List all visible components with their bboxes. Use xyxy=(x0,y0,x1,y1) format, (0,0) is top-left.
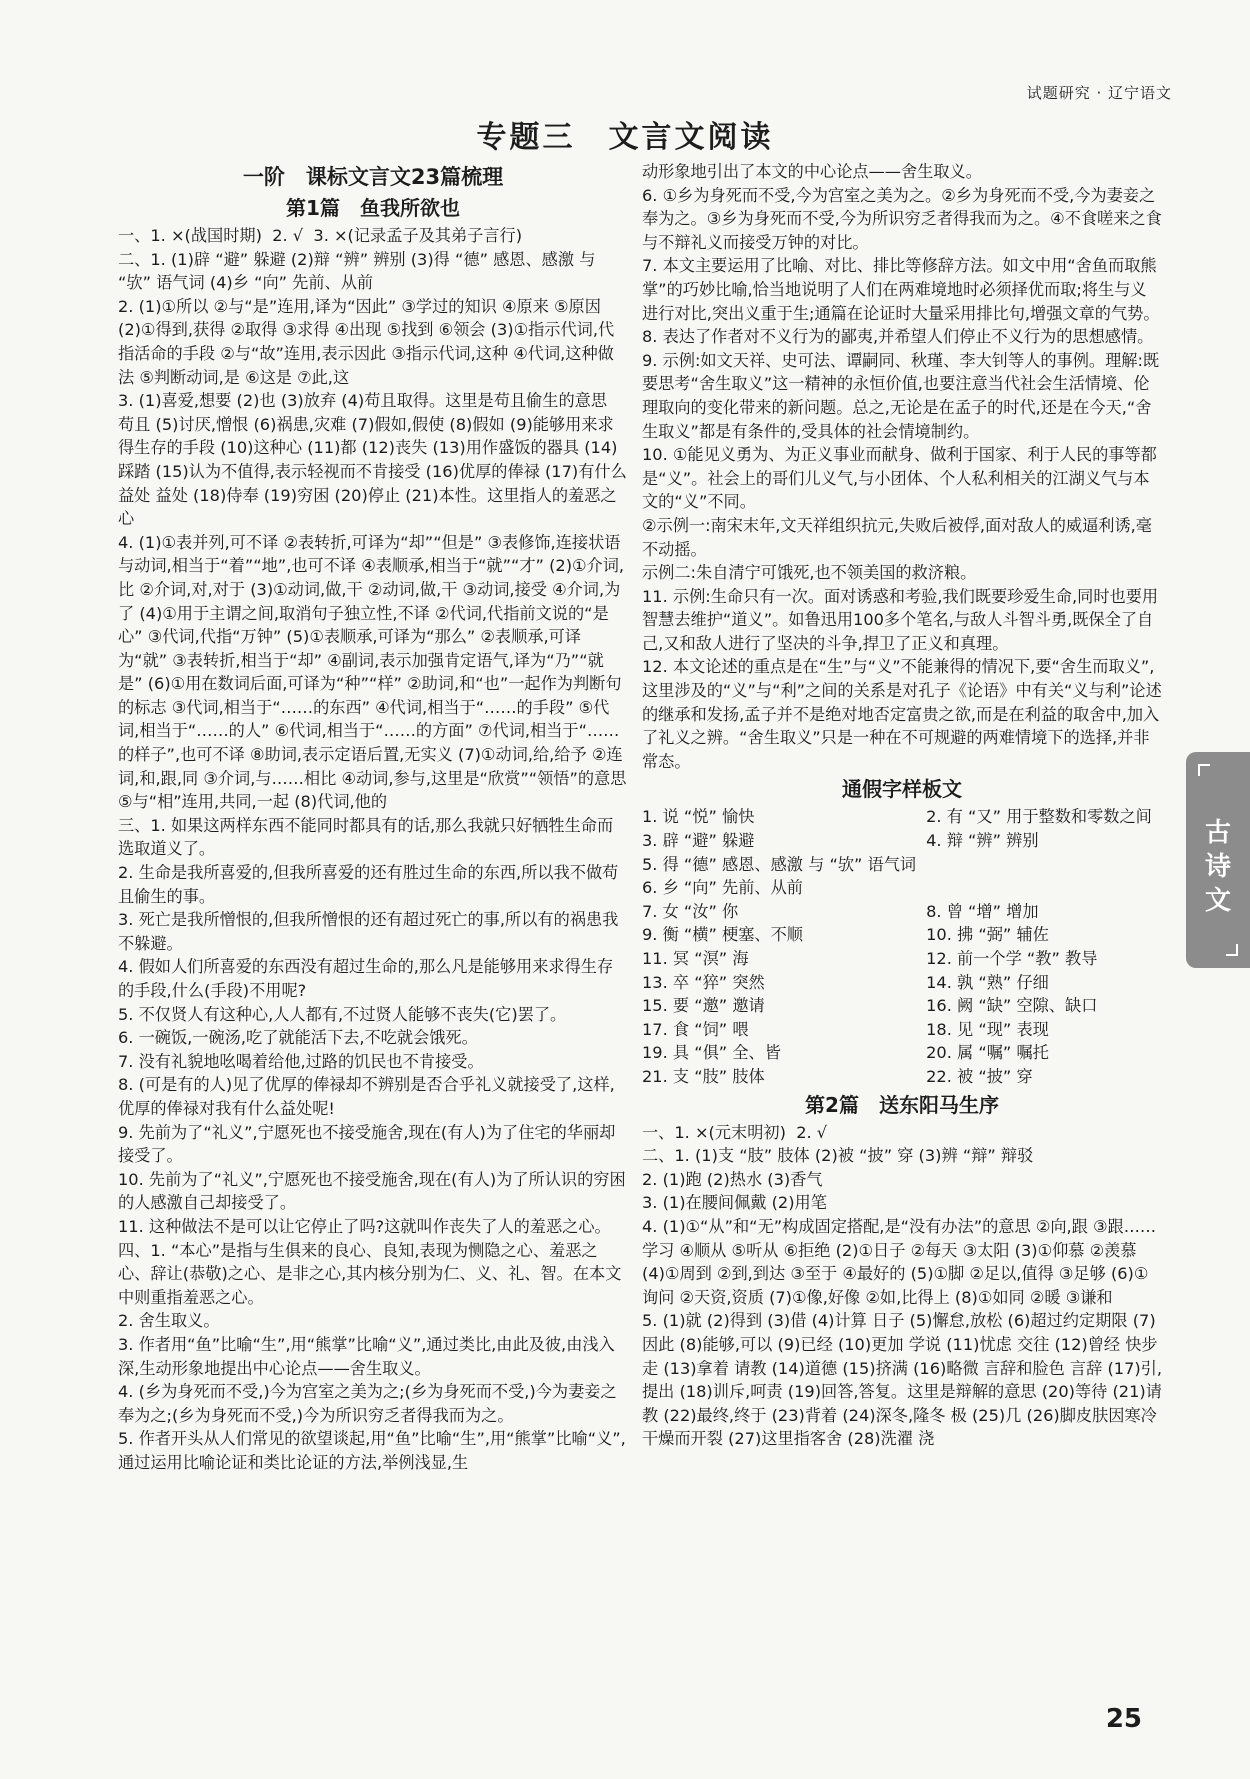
answer-line: 8. 表达了作者对不义行为的鄙夷,并希望人们停止不义行为的思想感情。 xyxy=(642,327,1154,347)
answer-line: 8. (可是有的人)见了优厚的俸禄却不辨别是否合乎礼义就接受了,这样,优厚的俸禄对我有什么益处呢! xyxy=(118,1075,615,1118)
answer-line: 11. 示例:生命只有一次。面对诱惑和考验,我们既要珍爱生命,同时也要用智慧去维护“道义”。如鲁迅用100多个笔名,与敌人斗智斗勇,既保全了自己,又和敌人进行了坚决的斗争,捍卫了正义和真理。 xyxy=(642,586,1159,653)
tongjia-item: 5. 得 “德” 感恩、感激 与 “欤” 语气词 xyxy=(642,854,917,874)
answer-line: 3. (1)在腰间佩戴 (2)用笔 xyxy=(642,1193,827,1213)
answer-line: 12. 本文论述的重点是在“生”与“义”不能兼得的情况下,要“舍生而取义”,这里涉及的“义”与“利”之间的关系是对孔子《论语》中有关“义与利”论述的继承和发扬,孟子并不是绝对地否定富贵之欲,而是在利益的取舍中,加入了礼义之辨。“舍生取义”只是一种在不可规避的两难情境下的选择,并非常态。 xyxy=(642,657,1162,771)
answer-line: ②示例一:南宋末年,文天祥组织抗元,失败后被俘,面对敌人的威逼利诱,毫不动摇。 xyxy=(642,515,1152,559)
right-answer-list-top xyxy=(642,160,1162,773)
answer-line: 4. 假如人们所喜爱的东西没有超过生命的,那么凡是能够用来求得生存的手段,什么(手段)不用呢? xyxy=(118,957,614,1000)
answer-line: 6. ①乡为身死而不受,今为宫室之美为之。②乡为身死而不受,今为妻妾之奉为之。③乡为身死而不受,今为所识穷乏者得我而为之。④不食嗟来之食与不辩礼义而接受万钟的对比。 xyxy=(642,185,1162,252)
tongjia-item: 7. 女 “汝” 你 xyxy=(642,901,739,921)
answer-line: 示例二:朱自清宁可饿死,也不领美国的救济粮。 xyxy=(642,563,977,583)
right-answer-list-bottom xyxy=(642,1121,1162,1451)
answer-line: 一、1. ×(战国时期) 2. √ 3. ×(记录孟子及其弟子言行) xyxy=(118,226,523,245)
tongjia-item: 3. 辟 “避” 躲避 xyxy=(642,831,755,851)
tongjia-item: 20. 属 “嘱” 嘱托 xyxy=(926,1043,1049,1063)
tongjia-item: 14. 孰 “熟” 仔细 xyxy=(926,972,1049,992)
answer-line: 6. 一碗饭,一碗汤,吃了就能活下去,不吃就会饿死。 xyxy=(118,1028,478,1048)
answer-line: 7. 没有礼貌地吆喝着给他,过路的饥民也不肯接受。 xyxy=(118,1051,484,1071)
answer-line: 2. 生命是我所喜爱的,但我所喜爱的还有胜过生命的东西,所以我不做苟且偷生的事。 xyxy=(118,863,619,906)
tongjia-item: 11. 冥 “溟” 海 xyxy=(642,949,749,968)
tongjia-grid xyxy=(642,805,1162,1088)
answer-line: 9. 先前为了“礼义”,宁愿死也不接受施舍,现在(有人)为了住宅的华丽却接受了。 xyxy=(118,1122,616,1166)
running-header: 试题研究 · 辽宁语文 xyxy=(1026,84,1172,102)
answer-line: 三、1. 如果这两样东西不能同时都具有的话,那么我就只好牺牲生命而选取道义了。 xyxy=(118,815,614,859)
article-title-2: 第2篇 送东阳马生序 xyxy=(805,1092,999,1117)
tongjia-item: 6. 乡 “向” 先前、从前 xyxy=(642,878,803,898)
tongjia-item: 13. 卒 “猝” 突然 xyxy=(642,972,765,992)
left-answer-list xyxy=(118,224,632,1474)
tongjia-item: 12. 前一个学 “教” 教导 xyxy=(926,949,1098,968)
tongjia-item: 22. 被 “披” 穿 xyxy=(926,1066,1033,1086)
tongjia-item xyxy=(926,876,1162,900)
answer-line: 7. 本文主要运用了比喻、对比、排比等修辞方法。如文中用“舍鱼而取熊掌”的巧妙比喻,恰当地说明了人们在两难境地时必须择优而取;将生与义进行对比,突出义重于生;通篇在论证时大量采用排比句,增强文章的气势。 xyxy=(642,256,1160,323)
tongjia-item: 15. 要 “邀” 邀请 xyxy=(642,996,765,1016)
tongjia-item: 16. 阙 “缺” 空隙、缺口 xyxy=(926,996,1098,1016)
answer-line: 动形象地引出了本文的中心论点——舍生取义。 xyxy=(642,162,982,181)
answer-line: 一、1. ×(元末明初) 2. √ xyxy=(642,1122,828,1142)
answer-line: 四、1. “本心”是指与生俱来的良心、良知,表现为恻隐之心、羞恶之心、辞让(恭敬)之心、是非之心,其内核分别为仁、义、礼、智。在本文中则重指羞恶之心。 xyxy=(118,1240,622,1307)
tongjia-item: 9. 衡 “横” 梗塞、不顺 xyxy=(642,925,803,945)
corner-bracket-icon xyxy=(1198,764,1210,776)
tongjia-item: 2. 有 “又” 用于整数和零数之间 xyxy=(926,807,1152,827)
tongjia-item: 21. 支 “肢” 肢体 xyxy=(642,1066,765,1086)
answer-line: 11. 这种做法不是可以让它停止了吗?这就叫作丧失了人的羞恶之心。 xyxy=(118,1216,611,1236)
left-column xyxy=(118,160,632,1474)
answer-line: 5. 作者开头从人们常见的欲望谈起,用“鱼”比喻“生”,用“熊掌”比喻“义”,通过运用比喻论证和类比论证的方法,举例浅显,生 xyxy=(118,1429,626,1472)
tongjia-section-title: 通假字样板文 xyxy=(842,777,962,802)
answer-line: 4. (乡为身死而不受,)今为宫室之美为之;(乡为身死而不受,)今为妻妾之奉为之;(乡为身死而不受,)今为所识穷乏者得我而为之。 xyxy=(118,1382,617,1425)
page-title: 专题三 文言文阅读 xyxy=(476,120,774,155)
answer-line: 10. ①能见义勇为、为正义事业而献身、做利于国家、利于人民的事等都是“义”。社会上的哥们儿义气,与小团体、个人私利相关的江湖义气与本文的“义”不同。 xyxy=(642,445,1157,512)
tongjia-item xyxy=(926,853,1162,877)
answer-line: 2. (1)①所以 ②与“是”连用,译为“因此” ③学过的知识 ④原来 ⑤原因 (2)①得到,获得 ②取得 ③求得 ④出现 ⑤找到 ⑥领会 (3)①指示代词,代指活命的手段 ②与“故”连用,表示因此 ③指示代词,这种 ④代词,这种做法 ⑤判断动词,是 ⑥这是 ⑦此,这 xyxy=(118,296,615,387)
tongjia-item: 19. 具 “俱” 全、皆 xyxy=(642,1043,781,1063)
side-tab-label: 古诗文 xyxy=(1204,818,1231,916)
tongjia-item: 4. 辩 “辨” 辨别 xyxy=(926,831,1039,851)
answer-line: 4. (1)①“从”和“无”构成固定搭配,是“没有办法”的意思 ②向,跟 ③跟……学习 ④顺从 ⑤听从 ⑥拒绝 (2)①日子 ②每天 ③太阳 (3)①仰慕 ②羡慕 (4)①周到 ②到,到达 ③至于 ④最好的 (5)①脚 ②足以,值得 ③足够 (6)①询问 ②天资,资质 (7)①像,好像 ②如,比得上 (8)①如同 ②暖 ③谦和 xyxy=(642,1216,1157,1307)
tongjia-item: 1. 说 “悦” 愉快 xyxy=(642,807,755,827)
stage-title: 一阶 课标文言文23篇梳理 xyxy=(242,165,504,189)
article-title-1: 第1篇 鱼我所欲也 xyxy=(286,196,460,220)
tongjia-item: 17. 食 “饲” 喂 xyxy=(642,1019,749,1039)
answer-line: 3. 死亡是我所憎恨的,但我所憎恨的还有超过死亡的事,所以有的祸患我不躲避。 xyxy=(118,910,619,953)
answer-line: 二、1. (1)辟 “避” 躲避 (2)辩 “辨” 辨别 (3)得 “德” 感恩、感激 与 “欤” 语气词 (4)乡 “向” 先前、从前 xyxy=(118,249,601,293)
answer-line: 5. (1)就 (2)得到 (3)借 (4)计算 日子 (5)懈怠,放松 (6)超过约定期限 (7)因此 (8)能够,可以 (9)已经 (10)更加 学说 (11)忧虑 交往 (12)曾经 快步走 (13)拿着 请教 (14)道德 (15)挤满 (16)略微 言辞和脸色 言辞 (17)引,提出 (18)训斥,呵责 (19)回答,答复。这里是辩解的意思 (20)等待 (21)请教 (22)最终,终于 (23)背着 (24)深冬,隆冬 极 (25)几 (26)脚皮肤因寒冷干燥而开裂 (27)这里指客舍 (28)洗濯 浇 xyxy=(642,1311,1163,1449)
answer-line: 3. (1)喜爱,想要 (2)也 (3)放弃 (4)苟且取得。这里是苟且偷生的意思 苟且 (5)讨厌,憎恨 (6)祸患,灾难 (7)假如,假使 (8)假如 (9)能够用来求得生存的手段 (10)这种心 (11)都 (12)丧失 (13)用作盛饭的器具 (14)踩踏 (15)认为不值得,表示轻视而不肯接受 (16)优厚的俸禄 (17)有什么益处 益处 (18)侍奉 (19)穷困 (20)停止 (21)本性。这里指人的羞恶之心 xyxy=(118,391,627,529)
answer-line: 2. 舍生取义。 xyxy=(118,1311,220,1331)
answer-line: 3. 作者用“鱼”比喻“生”,用“熊掌”比喻“义”,通过类比,由此及彼,由浅入深,生动形象地提出中心论点——舍生取义。 xyxy=(118,1334,615,1378)
answer-line: 5. 不仅贤人有这种心,人人都有,不过贤人能够不丧失(它)罢了。 xyxy=(118,1004,567,1024)
answer-line: 10. 先前为了“礼义”,宁愿死也不接受施舍,现在(有人)为了所认识的穷困的人感激自己却接受了。 xyxy=(118,1169,626,1213)
section-side-tab xyxy=(1186,752,1250,968)
answer-line: 二、1. (1)支 “肢” 肢体 (2)被 “披” 穿 (3)辨 “辩” 辩驳 xyxy=(642,1146,1034,1166)
tongjia-item: 18. 见 “现” 表现 xyxy=(926,1019,1049,1039)
tongjia-item: 8. 曾 “增” 增加 xyxy=(926,901,1039,921)
corner-bracket-icon xyxy=(1226,944,1238,956)
right-column xyxy=(642,160,1162,1451)
answer-line: 9. 示例:如文天祥、史可法、谭嗣同、秋瑾、李大钊等人的事例。理解:既要思考“舍生取义”这一精神的永恒价值,也要注意当代社会生活情境、伦理取向的变化带来的新问题。总之,无论是在孟子的时代,还是在今天,“舍生取义”都是有条件的,受具体的社会情境制约。 xyxy=(642,350,1160,441)
tongjia-item: 10. 拂 “弼” 辅佐 xyxy=(926,925,1049,945)
answer-line: 2. (1)跑 (2)热水 (3)香气 xyxy=(642,1169,823,1189)
answer-line: 4. (1)①表并列,可不译 ②表转折,可译为“却”“但是” ③表修饰,连接状语与动词,相当于“着”“地”,也可不译 ④表顺承,相当于“就”“才” (2)①介词,比 ②介词,对,对于 (3)①动词,做,干 ②动词,做,干 ③动词,接受 ④介词,为了 (4)①用于主谓之间,取消句子独立性,不译 ②代词,代指前文说的“是心” ③代词,代指“万钟” (5)①表顺承,可译为“那么” ②表顺承,可译为“就” ③表转折,相当于“却” ④副词,表示加强肯定语气,译为“乃”“就是” (6)①用在数词后面,可译为“种”“样” ②助词,和“也”一起作为判断句的标志 ③代词,相当于“……的东西” ④代词,相当于“……的手段” ⑤代词,相当于“……的人” ⑥代词,相当于“……的方面” ⑦代词,相当于“……的样子”,也可不译 ⑧助词,表示定语后置,无实义 (7)①动词,给,给予 ②连词,和,跟,同 ③介词,与……相比 ④动词,参与,这里是“欣赏”“领悟”的意思 ⑤与“相”连用,共同,一起 (8)代词,他的 xyxy=(118,532,632,812)
page-number: 25 xyxy=(1105,1704,1142,1734)
